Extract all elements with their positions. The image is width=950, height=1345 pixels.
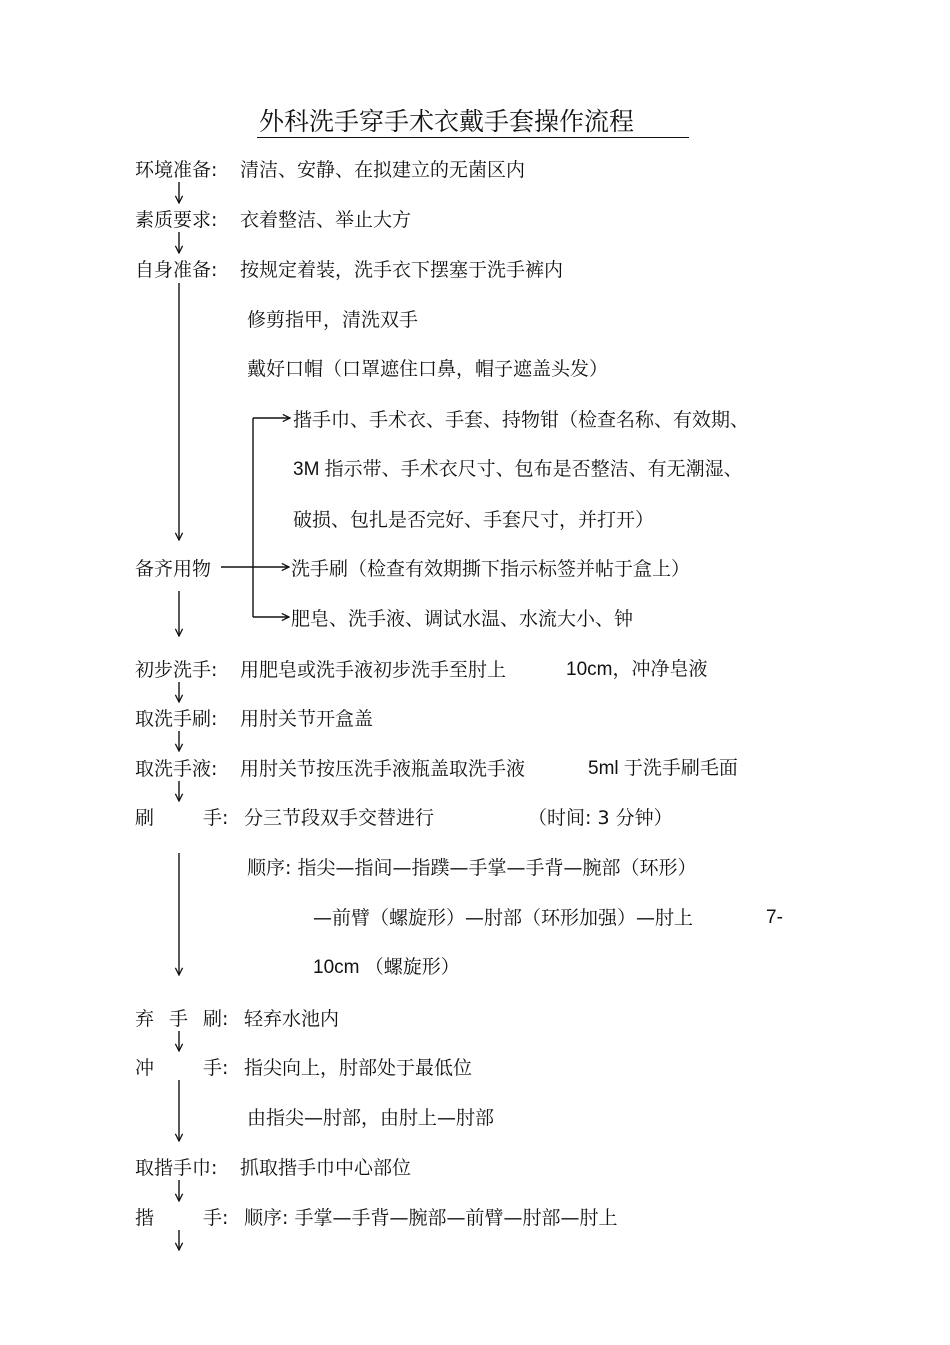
supplies-item-2: 洗手刷（检查有效期撕下指示标签并帖于盒上） [291,558,691,580]
step-label-discard-a: 弃 [135,1008,155,1030]
step-label-brush-a: 刷 [135,807,155,829]
step-content-self-prep: 按规定着装，洗手衣下摆塞于洗手裤内 [240,259,564,281]
supplies-item-1-line-2: 3M 指示带、手术衣尺寸、包布是否整洁、有无潮湿、 [293,459,743,480]
brush-order-line-2: —前臂（螺旋形）—肘部（环形加强）—肘上 [313,907,694,929]
supplies-item-1-line-1: 揩手巾、手术衣、手套、持物钳（检查名称、有效期、 [293,409,750,431]
step-label-prewash: 初步洗手: [135,659,218,681]
step-content-quality: 衣着整洁、举止大方 [240,209,412,231]
step-label-discard-b: 手 [169,1008,189,1030]
step-label-wipe-a: 揩 [135,1207,155,1229]
step-content-take-liquid-tail: 5ml 于洗手刷毛面 [588,758,738,779]
step-label-rinse-b: 手: [203,1057,229,1079]
step-content-take-liquid: 用肘关节按压洗手液瓶盖取洗手液 [240,758,526,780]
step-content-prewash: 用肥皂或洗手液初步洗手至肘上 [240,659,507,681]
step-label-wipe-b: 手: [203,1207,229,1229]
step-label-self-prep: 自身准备: [135,259,218,281]
step-label-supplies: 备齐用物 [135,558,212,580]
step-label-brush-b: 手: [203,807,229,829]
step-label-rinse-a: 冲 [135,1057,155,1079]
step-label-discard-c: 刷: [203,1008,229,1030]
step-content-take-brush: 用肘关节开盒盖 [240,708,374,730]
page-title: 外科洗手穿手术衣戴手套操作流程 [259,107,635,136]
step-content-brush: 分三节段双手交替进行 [244,807,435,829]
supplies-item-3: 肥皂、洗手液、调试水温、水流大小、钟 [291,608,634,630]
step-label-environment: 环境准备: [135,159,218,181]
brush-order-line-3: 10cm （螺旋形） [313,957,460,978]
brush-order-line-2-tail: 7- [766,907,783,928]
step-label-take-brush: 取洗手刷: [135,708,218,730]
step-content-rinse: 指尖向上，肘部处于最低位 [244,1057,473,1079]
supplies-item-1-line-3: 破损、包扎是否完好、手套尺寸，并打开） [293,509,655,531]
rinse-line-2: 由指尖—肘部，由肘上—肘部 [247,1107,495,1129]
step-content-discard: 轻弃水池内 [244,1008,340,1030]
self-prep-line-2: 戴好口帽（口罩遮住口鼻，帽子遮盖头发） [247,358,609,380]
brush-order-line-1: 顺序: 指尖—指间—指蹼—手掌—手背—腕部（环形） [247,857,697,879]
step-content-environment: 清洁、安静、在拟建立的无菌区内 [240,159,526,181]
step-content-take-towel: 抓取揩手巾中心部位 [240,1157,412,1179]
brush-time: （时间: 3 分钟） [528,807,673,829]
step-label-take-liquid: 取洗手液: [135,758,218,780]
step-label-take-towel: 取揩手巾: [135,1157,218,1179]
step-content-prewash-tail: 10cm，冲净皂液 [566,659,708,680]
step-label-quality: 素质要求: [135,209,218,231]
step-content-wipe: 顺序: 手掌—手背—腕部—前臂—肘部—肘上 [244,1207,618,1229]
self-prep-line-1: 修剪指甲，清洗双手 [247,309,419,331]
